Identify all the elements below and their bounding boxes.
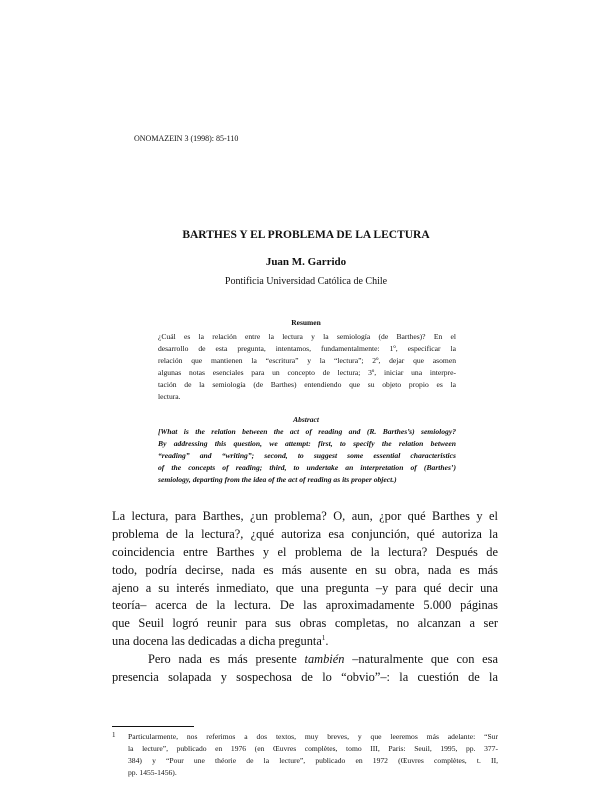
footnote-line: Particularmente, nos referimos a dos textos, muy breves, y que leeremos más adelante: “Sur [128, 732, 498, 741]
resumen-heading: Resumen [291, 318, 321, 327]
body-line: presencia solapada y sospechosa de lo “obvio”–: la cuestión de la [112, 670, 498, 685]
resumen-line: algunas notas esenciales para un concepto de lectura; 3º, iniciar una interpre- [158, 368, 456, 377]
footnote-number: 1 [112, 731, 116, 739]
resumen-line: tación de la semiología (de Barthes) entendiendo que su objeto propio es la [158, 380, 456, 389]
footnote-reference[interactable]: 1 [321, 634, 326, 643]
abstract-line: [What is the relation between the act of reading and (R. Barthes’s) semiology? [158, 427, 456, 436]
emphasis-text: también [304, 652, 345, 667]
body-line: problema de la lectura?, ¿qué autoriza esa conjunción, qué autoriza la [112, 526, 498, 541]
article-title: BARTHES Y EL PROBLEMA DE LA LECTURA [182, 229, 430, 241]
body-line [112, 633, 498, 651]
body-line: La lectura, para Barthes, ¿un problema? O, aun, ¿por qué Barthes y el [112, 509, 498, 523]
body-line: todo, podría decirse, nada es más ausente en su obra, nada es más [112, 562, 498, 577]
resumen-line: relación que mantienen la “escritura” y la “lectura”; 2º, dejar que asomen [158, 356, 456, 365]
abstract-line: “reading” and “writing”; second, to suggest some essential characteristics [158, 451, 456, 460]
footnote-separator [112, 726, 194, 727]
resumen-text [158, 331, 456, 403]
abstract-heading: Abstract [293, 415, 319, 424]
footnote [112, 731, 498, 779]
resumen-line: desarrollo de esta pregunta, intentamos, fundamentalmente: 1º, especificar la [158, 344, 456, 353]
body-text-segment: –naturalmente que con esa [344, 652, 498, 667]
body-line-text: una docena las dedicadas a dicha pregunta [112, 634, 322, 649]
body-line-end: . [325, 634, 329, 649]
footnote-line: 384) y “Pour une théorie de la lecture”, publicado en 1972 (Œuvres complètes, t. II, [128, 756, 498, 765]
author-name: Juan M. Garrido [265, 256, 347, 268]
resumen-line: ¿Cuál es la relación entre la lectura y la semiología (de Barthes)? En el [158, 332, 456, 341]
abstract-line: By addressing this question, we attempt: first, to specify the relation between [158, 439, 456, 448]
body-line: ajeno a su interés inmediato, que una pregunta –y para qué decir una [112, 580, 498, 595]
body-line: coincidencia entre Barthes y el problema de la lectura? Después de [112, 544, 498, 559]
footnote-line: pp. 1455-1456). [128, 768, 177, 777]
body-line: que Seuil logró reunir para sus obras completas, no alcanzan a ser [112, 616, 498, 631]
journal-citation: ONOMAZEIN 3 (1998): 85-110 [134, 134, 239, 143]
resumen-line: lectura. [158, 392, 181, 401]
body-text-segment: Pero nada es más presente [148, 652, 305, 667]
abstract-line: semiology, departing from the idea of the act of reading as its proper object.) [158, 475, 397, 484]
body-line [112, 651, 498, 669]
abstract-text [158, 426, 456, 486]
abstract-line: of the concepts of reading; third, to undertake an interpretation of (Barthes’) [158, 463, 456, 472]
body-line: teoría– acerca de la lectura. De las aproximadamente 5.000 páginas [112, 598, 498, 613]
author-affiliation: Pontificia Universidad Católica de Chile [224, 276, 388, 287]
body-text [112, 508, 498, 687]
footnote-line: la lecture”, publicado en 1976 (en Œuvres complètes, tomo III, Paris: Seuil, 1995, pp. 377- [128, 744, 498, 753]
